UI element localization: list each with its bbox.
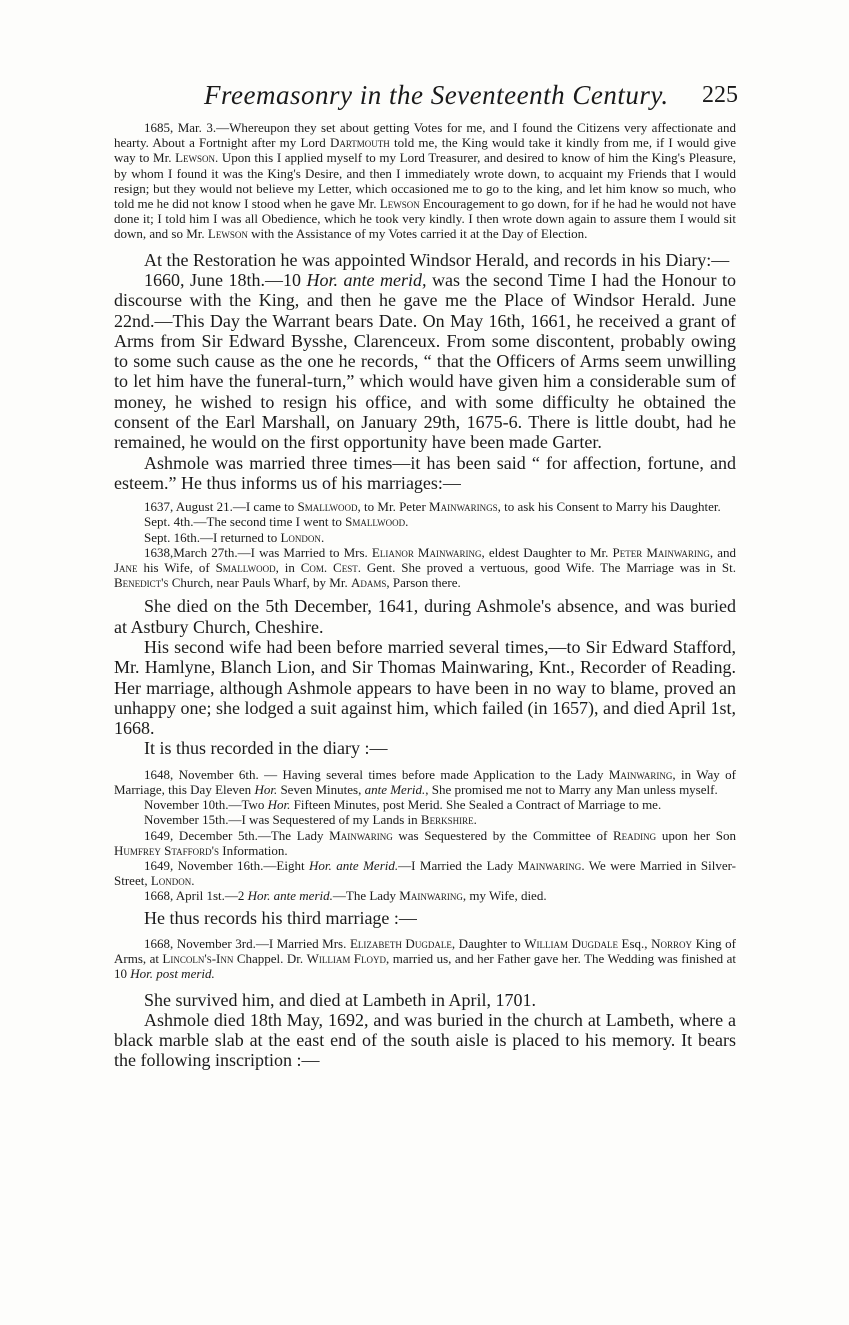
quote-text: Information. <box>219 842 288 858</box>
body-text: His second wife had been before married several times,—to Sir Edward Stafford, Mr. Hamlyne, Blanch Lion, and Sir Thomas Mainwaring, Knt., Recorder of Reading. Her marriage, although Ashmole appears to have been in no way to blame, proved an unhappy one; she lodged a suit against him, which failed (in 1657), and died April 1st, 1668. <box>114 637 736 739</box>
body-paragraph-ashmole-death <box>114 1010 736 1071</box>
quote-text: King of Arms, at <box>114 935 736 967</box>
quote-text: . Upon this I applied myself to my Lord Treasurer, and desired to know of him the King's Pleasure, by whom I found it was the King's Desire, and then I immediately wrote down, to acquaint my Friends that I would resign; but they would not believe my Letter, which occasioned me to go to the king, and let him know so much, who told me he did not know I stood when he gave Mr. <box>114 150 736 212</box>
quote-text: 1648, November 6th. — Having several times before made Application to the Lady <box>144 766 609 782</box>
body-paragraph-restoration <box>114 250 736 270</box>
body-text: It is thus recorded in the diary :— <box>144 738 388 759</box>
quote-text: . Gent. She proved a vertuous, good Wife. The Marriage was in St. <box>357 560 736 575</box>
name-smallcaps: Mainwaring <box>517 858 582 873</box>
running-title: Freemasonry in the Seventeenth Century. <box>204 80 669 110</box>
name-smallcaps: Elianor Mainwaring <box>371 544 482 560</box>
quote-text: was Sequestered by the Committee of <box>392 827 613 843</box>
quote-text: . <box>191 873 195 889</box>
name-smallcaps: Adams <box>350 575 387 591</box>
name-smallcaps: Humfrey Stafford's <box>114 842 220 858</box>
diary-quote-third-marriage <box>114 936 736 982</box>
body-paragraph-married-three-times <box>114 453 736 494</box>
quote-line <box>114 514 736 529</box>
body-paragraph-first-wife-death <box>114 596 736 637</box>
name-smallcaps: London <box>280 529 321 545</box>
quote-text: , She promised me not to Marry any Man unless myself. <box>425 781 718 797</box>
quote-line <box>114 797 736 812</box>
name-smallcaps: Smallwood <box>297 499 358 515</box>
quote-text: , my Wife, died. <box>462 888 547 904</box>
quote-line <box>114 858 736 888</box>
name-smallcaps: William Floyd <box>306 951 387 967</box>
quote-text: . We were Married in Silver-Street, <box>114 858 736 889</box>
body-paragraph-second-wife <box>114 637 736 738</box>
body-paragraph-windsor-herald <box>114 270 736 453</box>
name-smallcaps: Dartmouth <box>329 135 390 151</box>
name-smallcaps: Lewson <box>379 196 420 212</box>
quote-text: 1637, August 21.—I came to <box>144 499 298 515</box>
quote-text: Encouragement to go down, for if he had he would not have done it; I told him I was all Obedience, which he took very kindly. I then wrote down again to assure them I would sit down, and so Mr. <box>114 196 736 242</box>
body-text: She survived him, and died at Lambeth in April, 1701. <box>144 989 536 1010</box>
quote-text: , eldest Daughter to Mr. <box>481 544 613 560</box>
name-smallcaps: William Dugdale <box>524 935 618 951</box>
name-smallcaps: Com. Cest <box>300 560 358 575</box>
quote-text: —The Lady <box>332 888 400 904</box>
italic-text: ante Merid. <box>364 781 426 797</box>
quote-line <box>114 545 736 591</box>
italic-text: Hor. ante merid, <box>306 269 427 290</box>
quote-text: upon her Son <box>656 827 736 843</box>
quote-text: 1649, December 5th.—The Lady <box>144 827 330 843</box>
quote-text: told me, the King would take it kindly from me, if I would give way to Mr. <box>114 135 736 166</box>
name-smallcaps: Norroy <box>651 935 693 951</box>
italic-text: Hor. <box>267 797 291 813</box>
quote-text: Seven Minutes, <box>277 781 365 797</box>
body-text: Ashmole was married three times—it has been said “ for affection, fortune, and esteem.” He thus informs us of his marriages:— <box>114 452 736 493</box>
name-smallcaps: Elizabeth Dugdale <box>349 935 452 951</box>
quote-text: 1668, April 1st.—2 <box>144 888 248 904</box>
quote-text: , to ask his Consent to Marry his Daughter. <box>497 499 721 515</box>
italic-text: Hor. <box>254 781 278 797</box>
quote-text: 1649, November 16th.—Eight <box>144 858 310 873</box>
quote-text: his Wife, of <box>137 560 216 575</box>
quote-text: Chappel. Dr. <box>233 951 307 967</box>
body-text: Ashmole died 18th May, 1692, and was buried in the church at Lambeth, where a black marble slab at the east end of the south aisle is placed to his memory. It bears the following inscription :— <box>114 1009 736 1071</box>
quote-line <box>114 828 736 858</box>
quote-text: with the Assistance of my Votes carried it at the Day of Election. <box>247 226 588 242</box>
name-smallcaps: Jane <box>114 560 138 575</box>
body-text: At the Restoration he was appointed Windsor Herald, and records in his Diary:— <box>144 249 730 270</box>
name-smallcaps: Reading <box>612 827 657 843</box>
name-smallcaps: Smallwood <box>345 514 406 530</box>
quote-text: . <box>473 812 477 828</box>
quote-text: Fifteen Minutes, post Merid. She Sealed a Contract of Marriage to me. <box>290 797 662 813</box>
quote-text: , Daughter to <box>451 935 525 951</box>
quote-text: —I Married the Lady <box>398 858 518 873</box>
diary-quote-1685 <box>114 120 736 242</box>
quote-text: 1668, November 3rd.—I Married Mrs. <box>144 935 350 951</box>
quote-text: . <box>405 514 409 530</box>
quote-text: , Parson there. <box>386 575 461 591</box>
quote-text: 1638,March 27th.—I was Married to Mrs. <box>144 544 372 560</box>
body-text: She died on the 5th December, 1641, during Ashmole's absence, and was buried at Astbury Church, Cheshire. <box>114 596 736 637</box>
name-smallcaps: Mainwaring <box>399 888 463 904</box>
running-header <box>114 80 736 120</box>
body-text: was the second Time I had the Honour to discourse with the King, and then he gave me the Place of Windsor Herald. June 22nd.—This Day the Warrant bears Date. On May 16th, 1661, he received a grant of Arms from Sir Edward Bysshe, Clarenceux. From some discontent, probably owing to some such cause as the one he records, “ that the Officers of Arms seem unwilling to let him have the funeral-turn,” which would have given him a considerable sum of money, he wished to resign his office, and with some difficulty he obtained the consent of the Earl Marshall, on January 29th, 1675-6. There is little doubt, had he remained, he would on the first opportunity have been made Garter. <box>114 269 736 453</box>
name-smallcaps: Lewson <box>175 150 216 166</box>
italic-text: Hor. post merid. <box>130 966 215 982</box>
quote-text: , and <box>709 544 736 560</box>
quote-line <box>114 812 736 827</box>
quote-text: 1685, Mar. 3.—Whereupon they set about getting Votes for me, and I found the Citizens very affectionate and hearty. About a Fortnight after my Lord <box>114 120 736 151</box>
quote-text: Church, near Pauls Wharf, by Mr. <box>168 575 351 591</box>
quote-text: . <box>320 529 325 545</box>
body-text: He thus records his third marriage :— <box>144 907 417 928</box>
quote-line <box>114 888 736 903</box>
name-smallcaps: Mainwarings <box>429 499 498 515</box>
quote-text: , in <box>275 560 301 575</box>
name-smallcaps: London <box>150 873 192 889</box>
name-smallcaps: Lewson <box>207 226 248 242</box>
quote-text: , married us, and her Father gave her. The Wedding was finished at 10 <box>114 951 736 982</box>
italic-text: Hor. ante merid. <box>247 888 333 904</box>
quote-line <box>114 499 736 514</box>
body-paragraph-third-marriage-intro <box>114 908 736 928</box>
diary-quote-first-marriage <box>114 499 736 590</box>
quote-line <box>114 767 736 797</box>
quote-text: Esq., <box>617 935 652 951</box>
name-smallcaps: Peter Mainwaring <box>612 544 710 560</box>
italic-text: Hor. ante Merid. <box>309 858 399 873</box>
quote-line <box>114 530 736 545</box>
diary-quote-second-marriage <box>114 767 736 904</box>
name-smallcaps: Berkshire <box>420 812 474 828</box>
quote-text: November 10th.—Two <box>144 797 268 813</box>
quote-text: Sept. 16th.—I returned to <box>144 529 281 545</box>
name-smallcaps: Benedict's <box>114 575 169 591</box>
quote-text: , to Mr. Peter <box>357 499 430 515</box>
name-smallcaps: Mainwaring <box>329 827 393 843</box>
name-smallcaps: Lincoln's-Inn <box>162 951 234 967</box>
name-smallcaps: Smallwood <box>215 560 276 575</box>
name-smallcaps: Mainwaring <box>608 766 673 782</box>
quote-text: , in Way of Marriage, this Day Eleven <box>114 766 736 797</box>
quote-text: November 15th.—I was Sequestered of my Lands in <box>144 812 421 828</box>
body-paragraph-survived <box>114 990 736 1010</box>
body-paragraph-diary-intro <box>114 738 736 758</box>
page-number: 225 <box>702 82 738 108</box>
body-text: 1660, June 18th.—10 <box>144 269 307 290</box>
quote-text: Sept. 4th.—The second time I went to <box>144 514 346 530</box>
